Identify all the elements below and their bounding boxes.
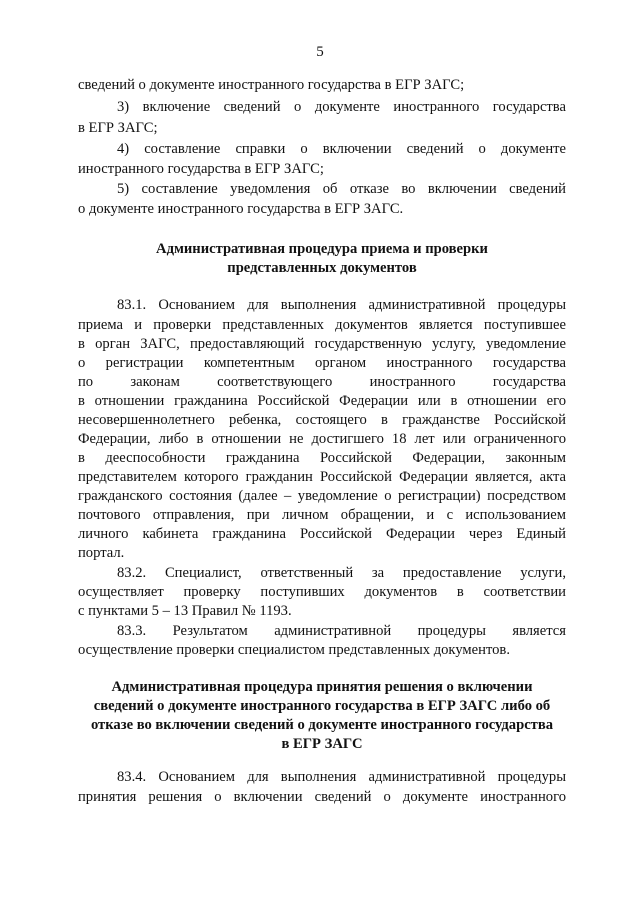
text-line: 83.3. Результатом административной процедуры является xyxy=(117,623,566,639)
section-heading: сведений о документе иностранного государства в ЕГР ЗАГС либо об xyxy=(93,698,551,714)
text-line: 3) включение сведений о документе иностранного государства xyxy=(117,99,566,115)
text-line: осуществляет проверку поступивших документов в соответствии xyxy=(78,584,566,600)
text-line: 83.2. Специалист, ответственный за предоставление услуги, xyxy=(117,565,566,581)
text-line: несовершеннолетнего ребенка, состоящего в гражданстве Российской xyxy=(78,412,566,428)
text-line: по законам соответствующего иностранного государства xyxy=(78,374,566,390)
text-line: о документе иностранного государства в ЕГР ЗАГС. xyxy=(78,201,404,217)
text-line: сведений о документе иностранного государства в ЕГР ЗАГС; xyxy=(78,77,465,93)
text-line: в орган ЗАГС, предоставляющий государственную услугу, уведомление xyxy=(78,336,566,352)
text-line: принятия решения о включении сведений о документе иностранного xyxy=(78,789,566,805)
text-line: 83.1. Основанием для выполнения административной процедуры xyxy=(117,297,566,313)
page-number: 5 xyxy=(316,44,324,60)
text-line: 4) составление справки о включении сведений о документе xyxy=(117,141,566,157)
section-heading: представленных документов xyxy=(227,260,417,276)
text-line: иностранного государства в ЕГР ЗАГС; xyxy=(78,161,324,177)
text-line: в дееспособности гражданина Российской Федерации, законным xyxy=(78,450,566,466)
text-line: осуществление проверки специалистом представленных документов. xyxy=(78,642,510,658)
section-heading: отказе во включении сведений о документе иностранного государства xyxy=(90,717,554,733)
text-line: 5) составление уведомления об отказе во включении сведений xyxy=(117,181,566,197)
text-line: Федерации, либо в отношении не достигшего 18 лет или ограниченного xyxy=(78,431,566,447)
text-line: о регистрации компетентным органом иностранного государства xyxy=(78,355,566,371)
text-line: приема и проверки представленных документов является поступившее xyxy=(78,317,566,333)
text-line: 83.4. Основанием для выполнения административной процедуры xyxy=(117,769,566,785)
section-heading: Административная процедура принятия решения о включении xyxy=(111,679,533,695)
text-line: личного кабинета гражданина Российской Федерации через Единый xyxy=(78,526,566,542)
text-line: гражданского состояния (далее – уведомление о регистрации) посредством xyxy=(78,488,566,504)
section-heading: Административная процедура приема и проверки xyxy=(156,241,488,257)
text-line: с пунктами 5 – 13 Правил № 1193. xyxy=(78,603,292,619)
text-line: портал. xyxy=(78,545,125,561)
text-line: в ЕГР ЗАГС; xyxy=(78,120,158,136)
text-line: почтового отправления, при личном обращении, и с использованием xyxy=(78,507,566,523)
section-heading: в ЕГР ЗАГС xyxy=(281,736,363,752)
text-line: в отношении гражданина Российской Федерации или в отношении его xyxy=(78,393,566,409)
text-line: представителем которого гражданин Российской Федерации является, акта xyxy=(78,469,566,485)
